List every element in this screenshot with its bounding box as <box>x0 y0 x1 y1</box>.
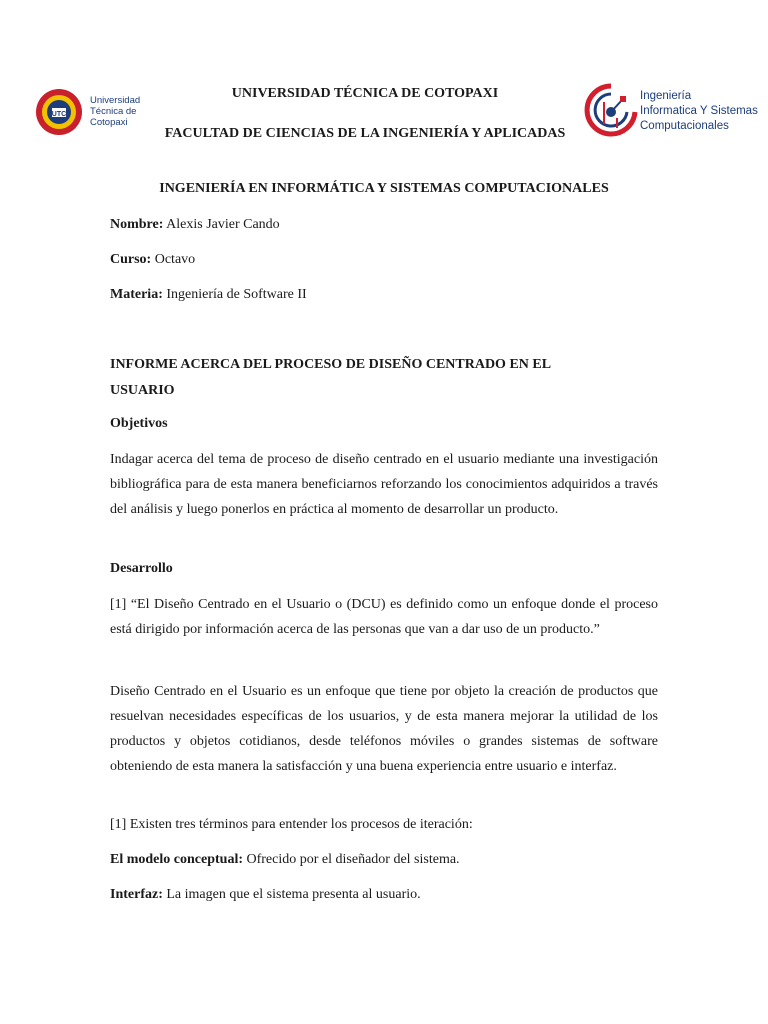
report-title: INFORME ACERCA DEL PROCESO DE DISEÑO CENTRADO EN EL USUARIO <box>110 357 551 398</box>
career-title: INGENIERÍA EN INFORMÁTICA Y SISTEMAS COMPUTACIONALES <box>159 181 609 196</box>
term-conceptual-model-label: El modelo conceptual: <box>110 852 243 867</box>
career-logo <box>584 82 758 144</box>
career-logo-line-2: Informatica Y Sistemas <box>640 105 758 117</box>
utc-logo <box>34 86 149 138</box>
course-label: Curso: <box>110 252 152 267</box>
subject-line <box>110 287 658 303</box>
utc-seal-icon <box>34 86 86 138</box>
development-paragraph-1: [1] “El Diseño Centrado en el Usuario o (DCU) es definido como un enfoque donde el proceso está dirigido por información acerca de las personas que van a dar uso de un producto.” <box>110 597 658 637</box>
career-logo-line-3: Computacionales <box>640 120 729 132</box>
term-interface-text: La imagen que el sistema presenta al usuario. <box>166 887 421 902</box>
development-paragraph-2: Diseño Centrado en el Usuario es un enfoque que tiene por objeto la creación de productos que resuelvan necesidades específicas de los usuarios, y de esta manera mejorar la utilidad de los productos y objetos cotidianos, desde teléfonos móviles o grandes sistemas de software obteniendo de esta manera la satisfacción y una buena experiencia entre usuario e interfaz. <box>110 684 658 774</box>
course-line <box>110 252 658 268</box>
course-value: Octavo <box>154 252 196 267</box>
name-label: Nombre: <box>110 217 164 232</box>
university-title: UNIVERSIDAD TÉCNICA DE COTOPAXI <box>231 86 499 101</box>
career-logo-text <box>640 89 758 134</box>
term-conceptual-model-text: Ofrecido por el diseñador del sistema. <box>246 852 460 867</box>
utc-logo-text: Universidad Técnica de Cotopaxi <box>90 95 141 128</box>
career-logo-line-1: Ingeniería <box>640 90 692 102</box>
svg-text:UTC: UTC <box>51 111 67 118</box>
objectives-heading: Objetivos <box>110 416 168 431</box>
term-interface <box>110 887 658 903</box>
subject-label: Materia: <box>110 287 163 302</box>
name-value: Alexis Javier Cando <box>166 217 280 232</box>
subject-value: Ingeniería de Software II <box>166 287 307 302</box>
development-paragraph-3: [1] Existen tres términos para entender los procesos de iteración: <box>110 817 473 832</box>
term-conceptual-model <box>110 852 658 868</box>
name-line <box>110 217 658 233</box>
faculty-title: FACULTAD DE CIENCIAS DE LA INGENIERÍA Y APLICADAS <box>164 126 566 141</box>
career-logo-icon <box>584 82 638 142</box>
objectives-paragraph: Indagar acerca del tema de proceso de diseño centrado en el usuario mediante una investigación bibliográfica para de esta manera beneficiarnos reforzando los conocimientos adquiridos a través del análisis y luego ponerlos en práctica al momento de desarrollar un producto. <box>110 452 658 517</box>
term-interface-label: Interfaz: <box>110 887 163 902</box>
development-heading: Desarrollo <box>110 561 173 576</box>
